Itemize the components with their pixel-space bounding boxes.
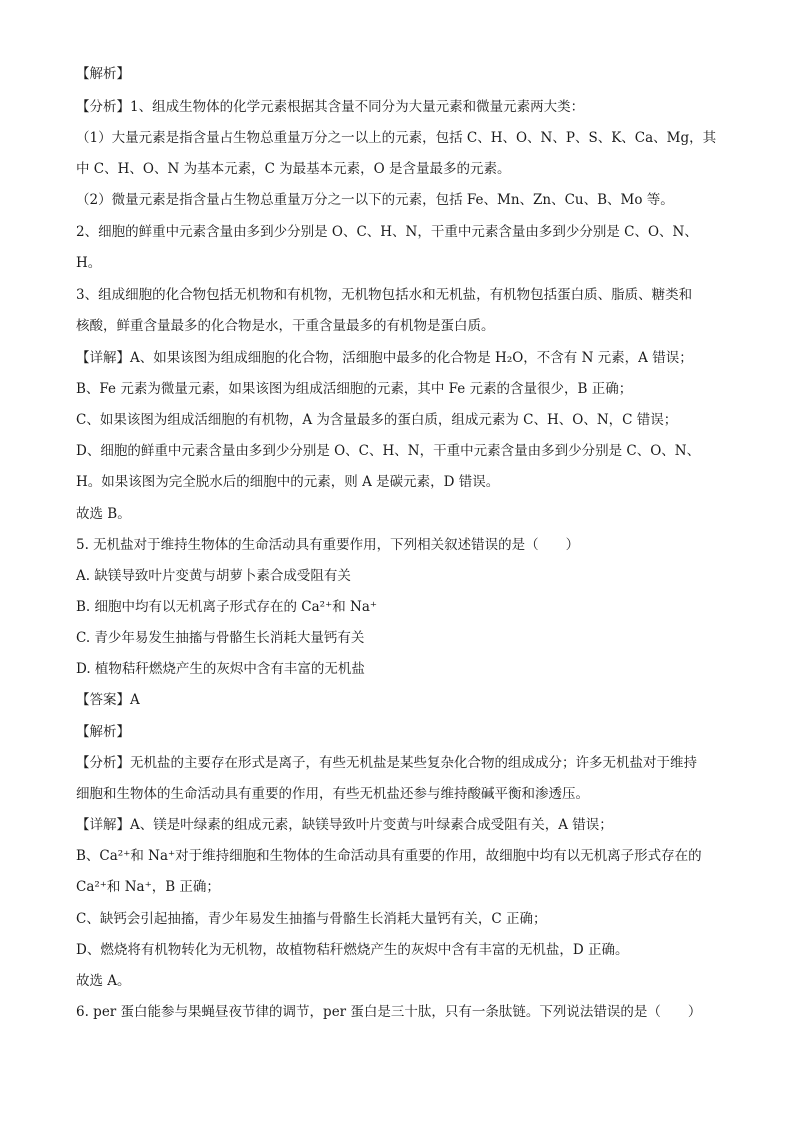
detail-paragraph: D、细胞的鲜重中元素含量由多到少分别是 O、C、H、N，干重中元素含量由多到少分别是 C、O、N、 [76, 443, 701, 459]
analysis-paragraph: 中 C、H、O、N 为基本元素，C 为最基本元素，O 是含量最多的元素。 [76, 161, 511, 177]
detail-paragraph: C、如果该图为组成活细胞的有机物，A 为含量最多的蛋白质，组成元素为 C、H、O、N，C 错误； [76, 412, 678, 428]
analysis-paragraph: （1）大量元素是指含量占生物总重量万分之一以上的元素，包括 C、H、O、N、P、S、K、Ca、Mg，其 [76, 130, 717, 146]
question-stem: 5. 无机盐对于维持生物体的生命活动具有重要作用，下列相关叙述错误的是（ ） [76, 537, 580, 553]
detail-paragraph: Ca²⁺和 Na⁺，B 正确； [76, 879, 220, 895]
detail-paragraph: B、Fe 元素为微量元素，如果该图为组成活细胞的元素，其中 Fe 元素的含量很少，B 正确； [76, 381, 633, 397]
option-b: B. 细胞中均有以无机离子形式存在的 Ca²⁺和 Na⁺ [76, 599, 377, 615]
detail-paragraph: 【详解】A、如果该图为组成细胞的化合物，活细胞中最多的化合物是 H₂O，不含有 N 元素，A 错误； [76, 350, 693, 366]
analysis-paragraph: 3、组成细胞的化合物包括无机物和有机物，无机物包括水和无机盐，有机物包括蛋白质、脂质、糖类和 [76, 287, 693, 303]
option-d: D. 植物秸秆燃烧产生的灰烬中含有丰富的无机盐 [76, 661, 365, 677]
analysis-paragraph: 【分析】1、组成生物体的化学元素根据其含量不同分为大量元素和微量元素两大类： [76, 99, 585, 115]
analysis-paragraph: H。 [76, 255, 102, 271]
question-stem: 6. per 蛋白能参与果蝇昼夜节律的调节，per 蛋白是三十肽，只有一条肽链。下列说法错误的是（ ） [76, 1004, 702, 1020]
analysis-paragraph: 【分析】无机盐的主要存在形式是离子，有些无机盐是某些复杂化合物的组成成分；许多无机盐对于维持 [76, 755, 697, 771]
section-heading-analysis: 【解析】 [76, 724, 130, 740]
section-heading-analysis: 【解析】 [76, 66, 130, 82]
analysis-paragraph: （2）微量元素是指含量占生物总重量万分之一以下的元素，包括 Fe、Mn、Zn、Cu、B、Mo 等。 [76, 192, 674, 208]
detail-paragraph: D、燃烧将有机物转化为无机物，故植物秸秆燃烧产生的灰烬中含有丰富的无机盐，D 正确。 [76, 942, 629, 958]
analysis-paragraph: 细胞和生物体的生命活动具有重要的作用，有些无机盐还参与维持酸碱平衡和渗透压。 [76, 786, 589, 802]
option-a: A. 缺镁导致叶片变黄与胡萝卜素合成受阻有关 [76, 568, 351, 584]
answer-line: 【答案】A [76, 692, 140, 708]
detail-paragraph: C、缺钙会引起抽搐，青少年易发生抽搐与骨骼生长消耗大量钙有关，C 正确； [76, 911, 547, 927]
detail-paragraph: H。如果该图为完全脱水后的细胞中的元素，则 A 是碳元素，D 错误。 [76, 474, 500, 490]
answer-choice-line: 故选 B。 [76, 506, 131, 522]
option-c: C. 青少年易发生抽搐与骨骼生长消耗大量钙有关 [76, 630, 365, 646]
detail-paragraph: B、Ca²⁺和 Na⁺对于维持细胞和生物体的生命活动具有重要的作用，故细胞中均有以无机离子形式存在的 [76, 848, 702, 864]
answer-choice-line: 故选 A。 [76, 973, 131, 989]
analysis-paragraph: 2、细胞的鲜重中元素含量由多到少分别是 O、C、H、N，干重中元素含量由多到少分别是 C、O、N、 [76, 224, 698, 240]
detail-paragraph: 【详解】A、镁是叶绿素的组成元素，缺镁导致叶片变黄与叶绿素合成受阻有关，A 错误； [76, 817, 613, 833]
analysis-paragraph: 核酸，鲜重含量最多的化合物是水，干重含量最多的有机物是蛋白质。 [76, 318, 495, 334]
